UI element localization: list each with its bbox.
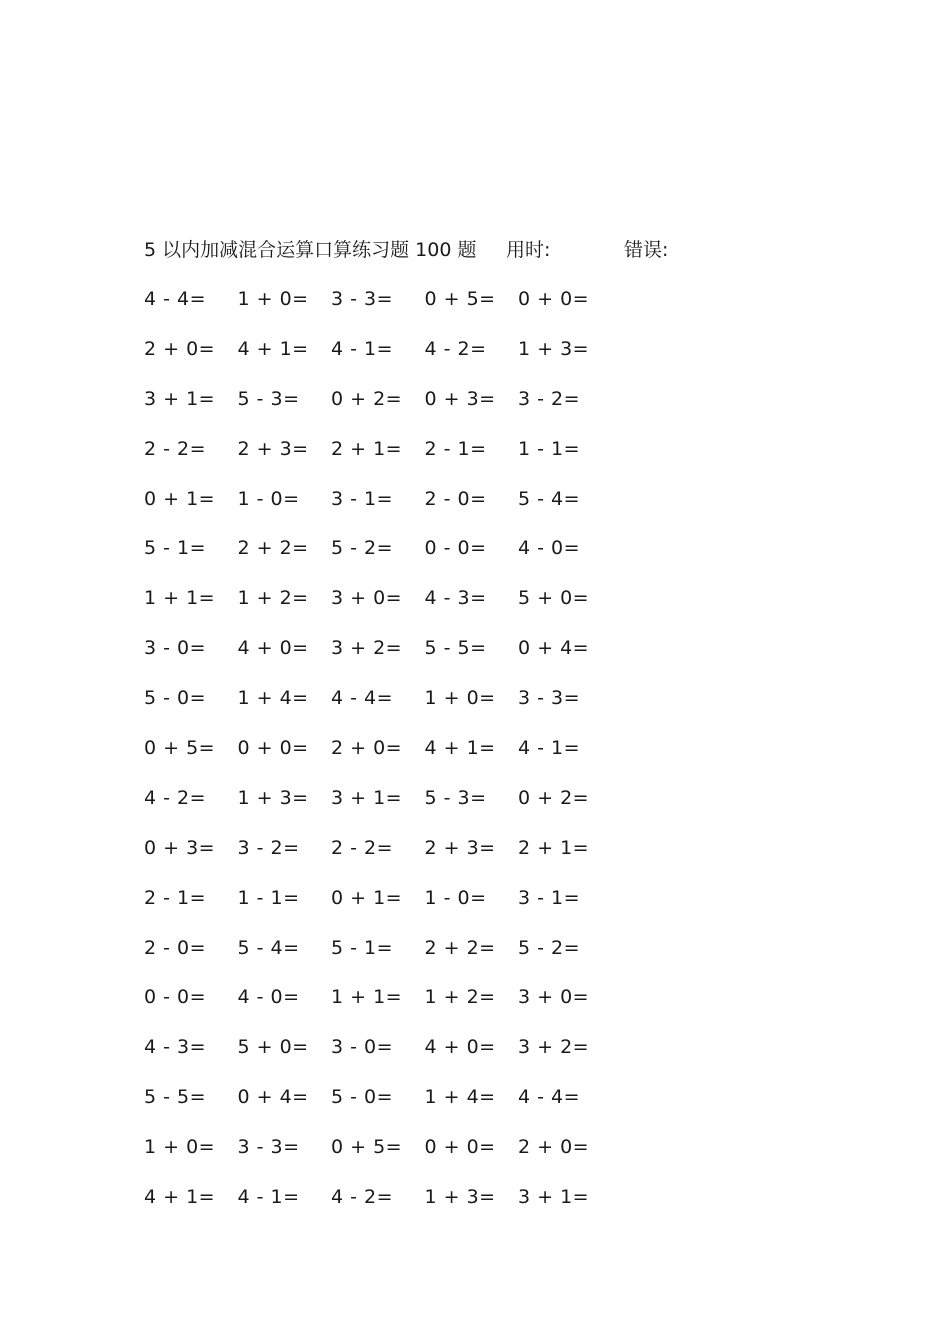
problem-item: 5 - 0= (144, 687, 207, 710)
problem-item: 4 - 1= (518, 737, 581, 760)
problem-item: 0 + 1= (144, 487, 216, 510)
problem-item: 2 - 2= (331, 836, 394, 859)
problem-item: 2 + 1= (518, 836, 590, 859)
errors-label: 错误: (624, 239, 669, 261)
problem-item: 3 + 0= (518, 986, 590, 1009)
problem-item: 3 - 3= (331, 288, 394, 310)
problem-item: 0 + 0= (424, 1136, 496, 1159)
problem-item: 4 - 4= (331, 687, 394, 710)
problem-item: 3 + 2= (331, 637, 403, 660)
problem-item: 1 + 1= (144, 587, 216, 610)
problem-row (144, 1133, 614, 1183)
problem-item: 2 - 2= (144, 437, 207, 460)
problem-row (144, 534, 614, 584)
problem-item: 3 + 2= (518, 1036, 590, 1059)
problem-item: 3 - 0= (331, 1036, 394, 1059)
problem-row (144, 734, 614, 784)
problem-item: 2 + 0= (331, 737, 403, 760)
problem-item: 1 + 3= (237, 786, 309, 809)
problem-item: 0 + 4= (237, 1086, 309, 1109)
problem-item: 3 - 0= (144, 637, 207, 660)
problem-row (144, 335, 614, 385)
problem-item: 1 - 0= (237, 487, 300, 510)
problem-item: 2 + 1= (331, 437, 403, 460)
problem-item: 2 + 2= (424, 936, 496, 959)
problem-row (144, 1033, 614, 1083)
problem-item: 4 + 0= (237, 637, 309, 660)
problem-row (144, 634, 614, 684)
problem-item: 3 - 2= (518, 387, 581, 410)
problem-item: 5 + 0= (237, 1036, 309, 1059)
problem-item: 0 + 5= (331, 1136, 403, 1159)
problem-item: 5 - 3= (424, 786, 487, 809)
problem-item: 3 + 0= (331, 587, 403, 610)
problem-grid (144, 285, 614, 1233)
problem-item: 0 + 5= (144, 737, 216, 760)
time-label: 用时: (506, 239, 551, 261)
problem-item: 2 - 0= (144, 936, 207, 959)
problem-row (144, 1083, 614, 1133)
problem-row (144, 584, 614, 634)
problem-item: 1 + 2= (237, 587, 309, 610)
problem-item: 5 + 0= (518, 587, 590, 610)
problem-item: 0 + 2= (331, 387, 403, 410)
problem-item: 2 + 0= (144, 337, 216, 360)
problem-item: 0 + 0= (237, 737, 309, 760)
problem-item: 1 - 0= (424, 886, 487, 909)
problem-item: 5 - 4= (237, 936, 300, 959)
problem-item: 1 + 1= (331, 986, 403, 1009)
problem-item: 1 + 0= (237, 288, 309, 310)
problem-item: 0 + 0= (518, 288, 590, 310)
problem-item: 1 + 3= (518, 337, 590, 360)
worksheet-title: 5 以内加减混合运算口算练习题 100 题 (144, 239, 477, 261)
problem-item: 2 + 2= (237, 537, 309, 560)
problem-item: 2 - 1= (144, 886, 207, 909)
problem-item: 2 + 3= (424, 836, 496, 859)
problem-item: 1 - 1= (237, 886, 300, 909)
problem-item: 4 - 1= (237, 1186, 300, 1209)
problem-item: 5 - 0= (331, 1086, 394, 1109)
problem-item: 4 - 4= (518, 1086, 581, 1109)
problem-item: 2 - 1= (424, 437, 487, 460)
problem-item: 1 + 3= (424, 1186, 496, 1209)
problem-item: 0 - 0= (424, 537, 487, 560)
problem-item: 4 - 4= (144, 288, 207, 310)
problem-item: 0 + 4= (518, 637, 590, 660)
problem-row (144, 385, 614, 435)
problem-item: 1 + 4= (237, 687, 309, 710)
problem-item: 4 - 1= (331, 337, 394, 360)
problem-item: 2 - 0= (424, 487, 487, 510)
problem-item: 5 - 2= (518, 936, 581, 959)
problem-item: 0 + 5= (424, 288, 496, 310)
problem-item: 4 + 1= (144, 1186, 216, 1209)
problem-row (144, 884, 614, 934)
problem-row (144, 684, 614, 734)
problem-item: 5 - 5= (144, 1086, 207, 1109)
problem-item: 1 + 4= (424, 1086, 496, 1109)
problem-item: 3 + 1= (144, 387, 216, 410)
problem-item: 4 - 2= (424, 337, 487, 360)
problem-item: 4 - 0= (518, 537, 581, 560)
problem-row (144, 934, 614, 984)
problem-item: 1 - 1= (518, 437, 581, 460)
problem-item: 5 - 1= (331, 936, 394, 959)
problem-item: 2 + 0= (518, 1136, 590, 1159)
problem-item: 4 + 0= (424, 1036, 496, 1059)
problem-item: 3 + 1= (331, 786, 403, 809)
problem-item: 3 - 2= (237, 836, 300, 859)
problem-item: 0 + 2= (518, 786, 590, 809)
problem-row (144, 784, 614, 834)
problem-item: 2 + 3= (237, 437, 309, 460)
problem-item: 0 + 3= (144, 836, 216, 859)
problem-item: 5 - 4= (518, 487, 581, 510)
problem-item: 3 - 3= (237, 1136, 300, 1159)
problem-item: 5 - 2= (331, 537, 394, 560)
problem-item: 4 + 1= (424, 737, 496, 760)
problem-item: 3 - 3= (518, 687, 581, 710)
problem-item: 0 - 0= (144, 986, 207, 1009)
problem-item: 5 - 1= (144, 537, 207, 560)
problem-item: 1 + 0= (424, 687, 496, 710)
problem-row (144, 834, 614, 884)
problem-row (144, 435, 614, 485)
problem-item: 0 + 3= (424, 387, 496, 410)
problem-item: 4 - 3= (424, 587, 487, 610)
problem-item: 0 + 1= (331, 886, 403, 909)
problem-row (144, 285, 614, 335)
problem-item: 3 - 1= (518, 886, 581, 909)
problem-item: 4 - 0= (237, 986, 300, 1009)
problem-item: 3 + 1= (518, 1186, 590, 1209)
problem-row (144, 485, 614, 535)
problem-item: 4 + 1= (237, 337, 309, 360)
problem-item: 1 + 2= (424, 986, 496, 1009)
problem-item: 5 - 5= (424, 637, 487, 660)
problem-item: 3 - 1= (331, 487, 394, 510)
problem-item: 4 - 2= (331, 1186, 394, 1209)
problem-item: 4 - 2= (144, 786, 207, 809)
problem-item: 5 - 3= (237, 387, 300, 410)
problem-row (144, 983, 614, 1033)
problem-item: 4 - 3= (144, 1036, 207, 1059)
problem-item: 1 + 0= (144, 1136, 216, 1159)
problem-row (144, 1183, 614, 1233)
